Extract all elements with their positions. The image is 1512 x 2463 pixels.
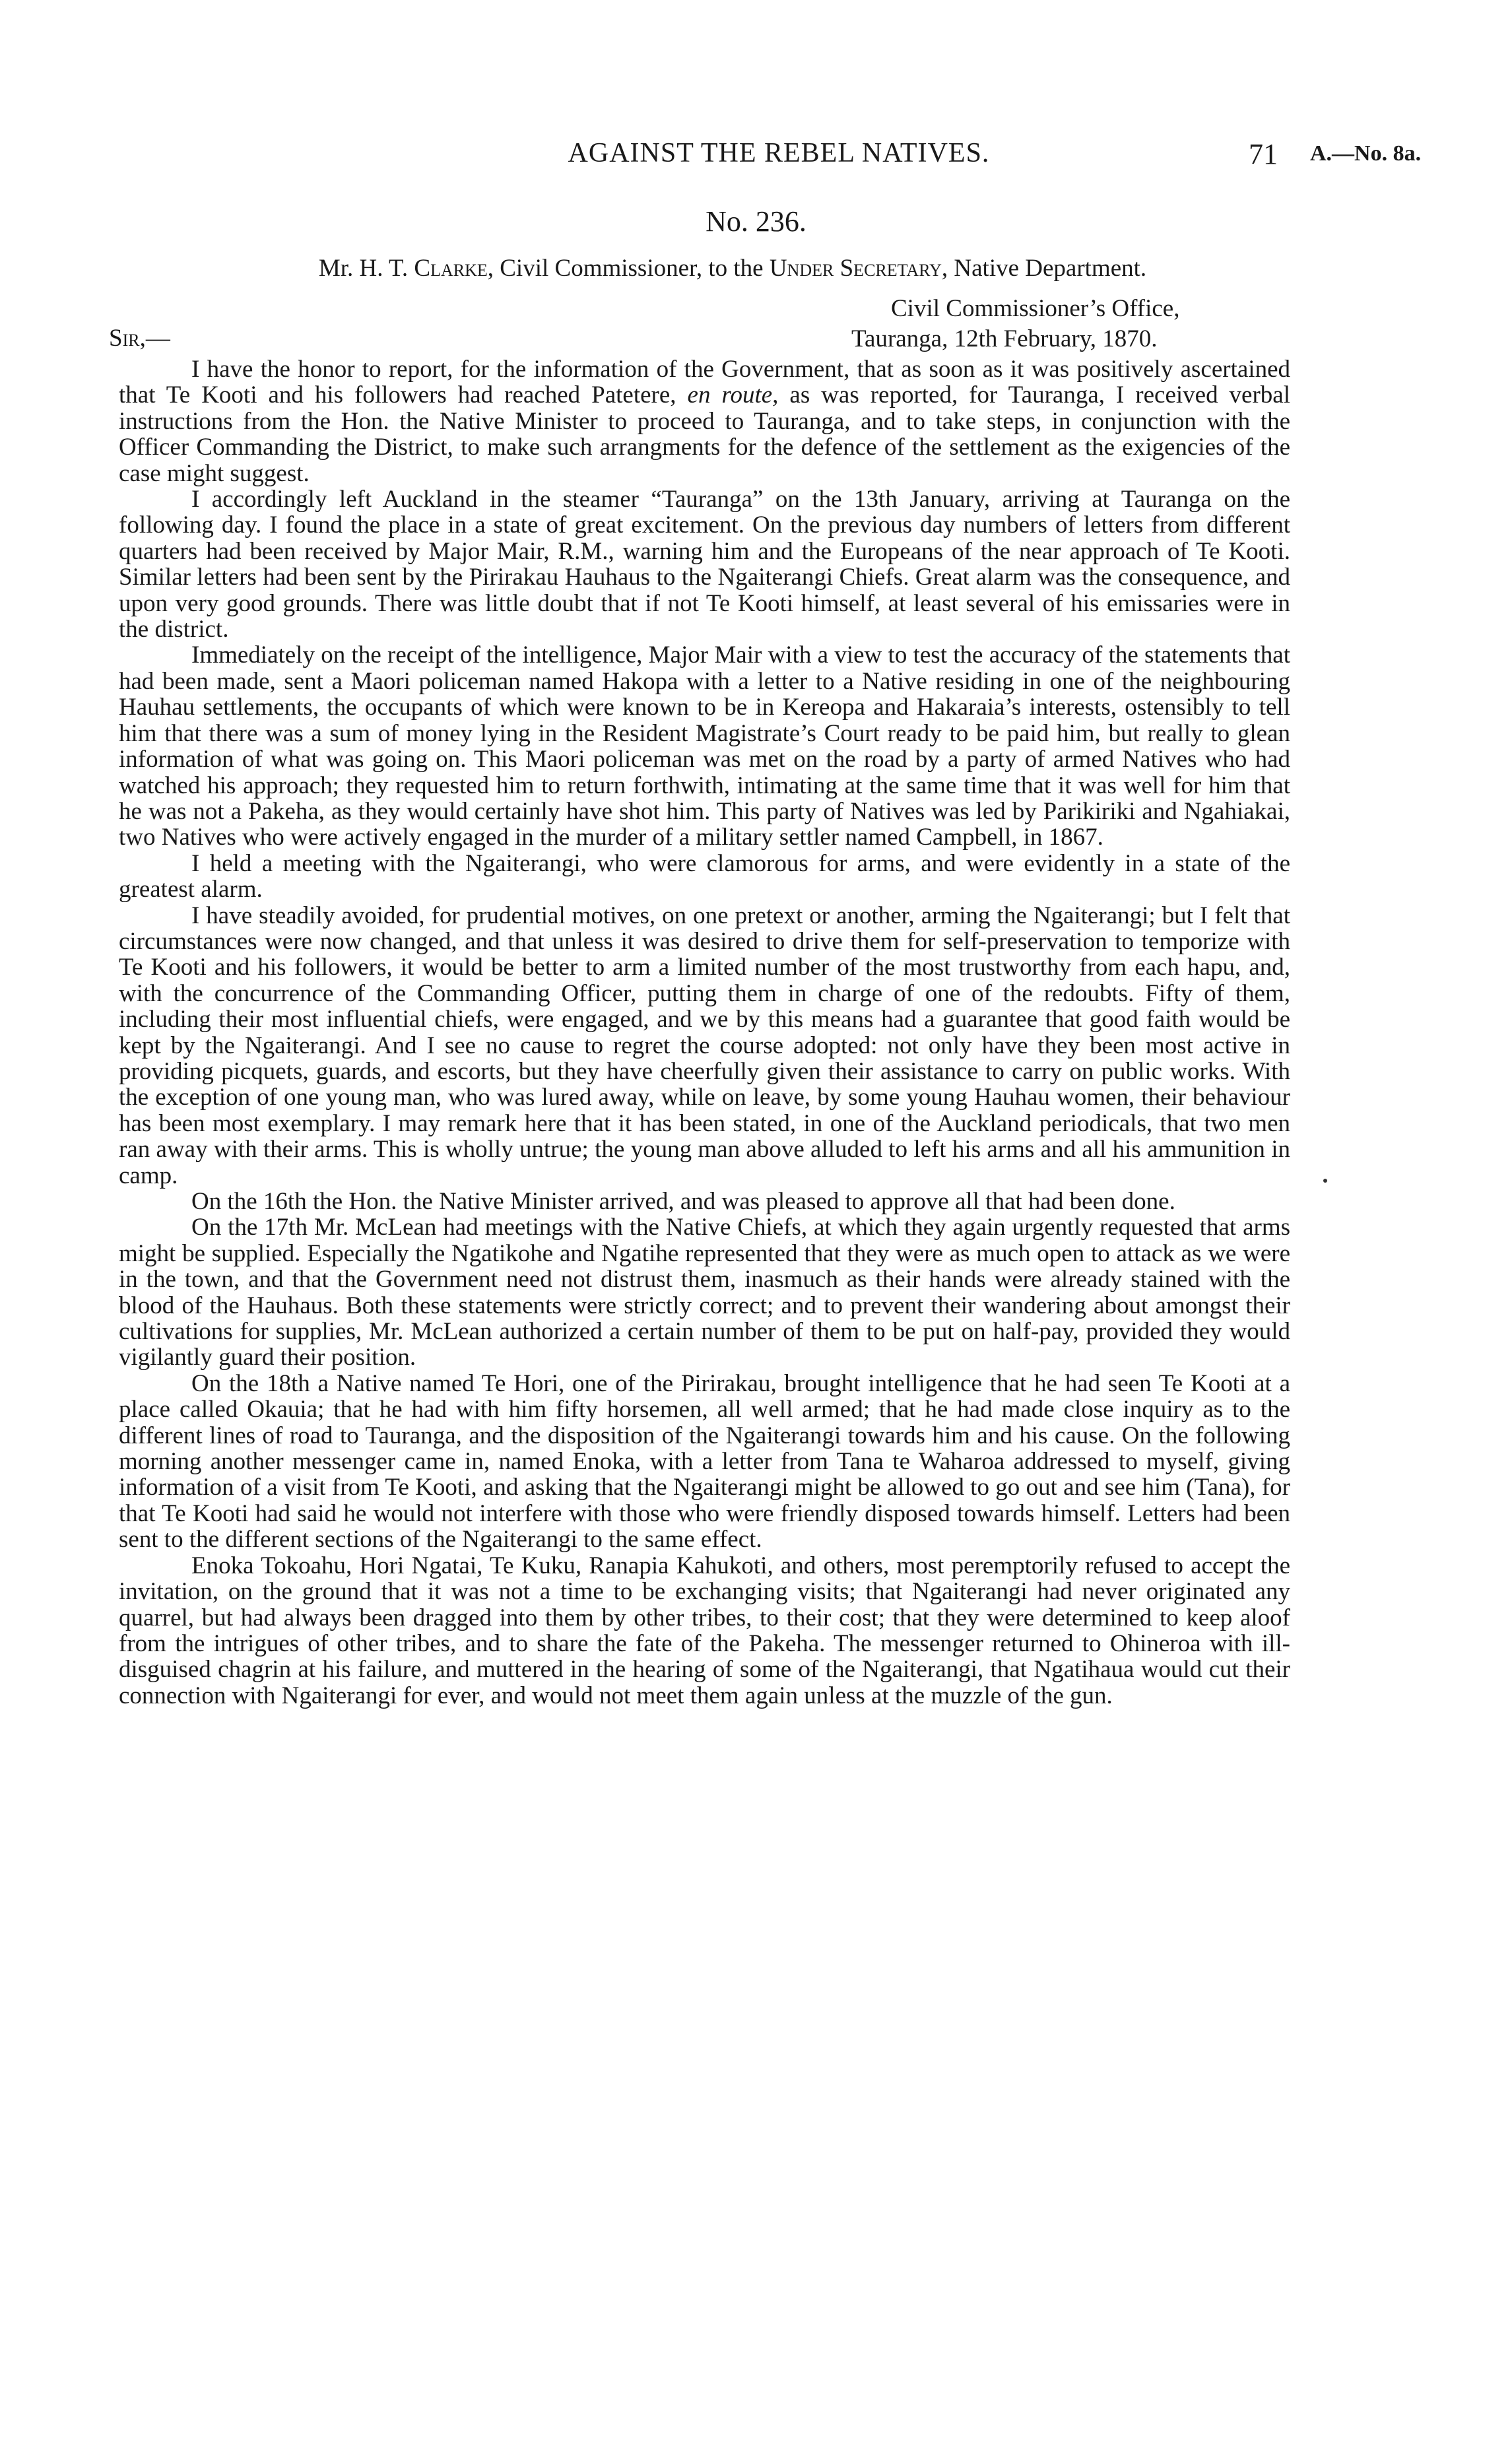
paragraph: I held a meeting with the Ngaiterangi, who were clamorous for arms, and were evidently in a state of the greatest alarm.	[119, 849, 1290, 903]
office-line: Civil Commissioner’s Office,	[891, 295, 1180, 322]
paragraph: I have steadily avoided, for prudential motives, on one pretext or another, arming the Ngaiterangi; but I felt that circumstances were now changed, and that unless it was desired to drive them for self-preservation to temporize with Te Kooti and his followers, it would be better to arm a limited number of the most trustworthy from each hapu, and, with the concurrence of the Commanding Officer, putting them in charge of one of the redoubts. Fifty of them, including their most influential chiefs, were engaged, and we by this means had a guarantee that good faith would be kept by the Ngaiterangi. And I see no cause to regret the course adopted: not only have they been most active in providing picquets, guards, and escorts, but they have cheerfully given their assistance to carry on public works. With the exception of one young man, who was lured away, while on leave, by some young Hauhau women, their behaviour has been most exemplary. I may remark here that it has been stated, in one of the Auckland periodicals, that two men ran away with their arms. This is wholly untrue; the young man above alluded to left his arms and all his ammunition in camp.	[119, 902, 1290, 1189]
paragraph: On the 16th the Hon. the Native Minister arrived, and was pleased to approve all that had been done.	[191, 1188, 1175, 1215]
paragraph: Enoka Tokoahu, Hori Ngatai, Te Kuku, Ranapia Kahukoti, and others, most peremptorily refused to accept the invitation, on the ground that it was not a time to be exchanging visits; that Ngaiterangi had never originated any quarrel, but had always been dragged into them by other tribes, to their cost; that they were determined to keep aloof from the intrigues of other tribes, and to share the fate of the Pakeha. The messenger returned to Ohineroa with ill-disguised chagrin at his failure, and muttered in the hearing of some of the Ngaiterangi, that Ngatihaua would cut their connection with Ngaiterangi for ever, and would not meet them again unless at the muzzle of the gun.	[119, 1552, 1290, 1709]
paragraph: On the 18th a Native named Te Hori, one of the Pirirakau, brought intelligence that he had seen Te Kooti at a place called Okauia; that he had with him fifty horsemen, all well armed; that he had made close inquiry as to the different lines of road to Tauranga, and the disposition of the Ngaiterangi towards him and his cause. On the following morning another messenger came in, named Enoka, with a letter from Tana te Waharoa addressed to myself, giving information of a visit from Te Kooti, and asking that the Ngaiterangi might be allowed to go out and see him (Tana), for that Te Kooti had said he would not interfere with those who were friendly disposed towards himself. Letters had been sent to the different sections of the Ngaiterangi to the same effect.	[119, 1369, 1290, 1554]
paper-reference: A.—No. 8a.	[1310, 141, 1422, 166]
sender-name: Clarke,	[414, 255, 494, 282]
recipient-name: Under Secretary,	[769, 255, 948, 282]
ink-dot	[1323, 1179, 1327, 1183]
page-number: 71	[1249, 138, 1278, 170]
paragraph: I accordingly left Auckland in the steamer “Tauranga” on the 13th January, arriving at Tauranga on the following day. I found the place in a state of great excitement. On the previous day numbers of letters from different quarters had been received by Major Mair, R.M., warning him and the Europeans of the near approach of Te Kooti. Similar letters had been sent by the Pirirakau Hauhaus to the Ngaiterangi Chiefs. Great alarm was the consequence, and upon very good grounds. There was little doubt that if not Te Kooti himself, at least several of his emissaries were in the district.	[119, 486, 1290, 643]
paragraph	[119, 356, 1290, 486]
letter-number: No. 236.	[706, 205, 806, 238]
place-date-line: Tauranga, 12th February, 1870.	[851, 325, 1158, 352]
sender-prefix: Mr. H. T.	[318, 255, 409, 282]
italic-phrase: en route,	[687, 381, 779, 409]
recipient-department: Native Department.	[954, 255, 1147, 282]
paragraph-text: I have the honor to report, for the information of the Government, that as soon as it was positively ascertained that Te Kooti and his followers had reached Patetere,	[119, 356, 1290, 409]
header-title: AGAINST THE REBEL NATIVES.	[568, 138, 990, 168]
sender-address	[851, 294, 1179, 354]
paragraph-text: as was reported, for Tauranga, I received verbal instructions from the Hon. the Native Minister to proceed to Tauranga, and to take steps, in conjunction with the Officer Commanding the District, to make such arrangments for the defence of the settlement as the exigencies of the case might suggest.	[119, 381, 1291, 487]
letter-heading	[92, 254, 1373, 282]
letter-body	[119, 356, 1290, 1709]
paragraph: On the 17th Mr. McLean had meetings with the Native Chiefs, at which they again urgently requested that arms might be supplied. Especially the Ngatikohe and Ngatihe represented that they were as much open to attack as we were in the town, and that the Government need not distrust them, inasmuch as their hands were already stained with the blood of the Hauhaus. Both these statements were strictly correct; and to prevent their wandering about amongst their cultivations for supplies, Mr. McLean authorized a certain number of them to be put on half-pay, provided they would vigilantly guard their position.	[119, 1214, 1290, 1371]
sender-role: Civil Commissioner, to the	[500, 255, 764, 282]
running-header	[119, 137, 1472, 177]
salutation: Sir,—	[109, 325, 170, 352]
paragraph: Immediately on the receipt of the intelligence, Major Mair with a view to test the accuracy of the statements that had been made, sent a Maori policeman named Hakopa with a letter to a Native residing in one of the neighbouring Hauhau settlements, the occupants of which were known to be in Kereopa and Hakaraia’s interests, ostensibly to tell him that there was a sum of money lying in the Resident Magistrate’s Court ready to be paid him, but really to glean information of what was going on. This Maori policeman was met on the road by a party of armed Natives who had watched his approach; they requested him to return forthwith, intimating at the same time that it was well for him that he was not a Pakeha, as they would certainly have shot him. This party of Natives was led by Parikiriki and Ngahiakai, two Natives who were actively engaged in the murder of a military settler named Campbell, in 1867.	[119, 641, 1290, 851]
